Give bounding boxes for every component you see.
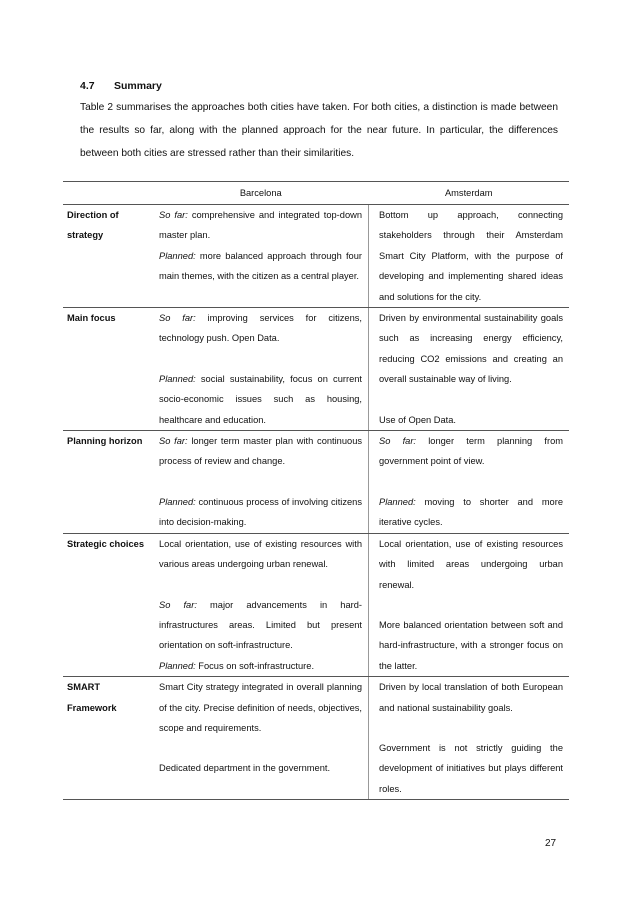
- so-far-tag: So far:: [159, 599, 197, 610]
- spacer: [379, 595, 563, 615]
- cell-text: Driven by environmental sustainability goals such as increasing energy efficiency, reducing CO2 emissions and creating an overall sustainable way of living.: [379, 313, 563, 385]
- spacer: [159, 349, 362, 369]
- row-label: SMART Framework: [63, 677, 153, 800]
- spacer: [159, 738, 362, 758]
- row-label: Direction of strategy: [63, 205, 153, 308]
- row-label: Main focus: [63, 308, 153, 431]
- cell-text: longer term master plan with continuous process of review and change.: [159, 436, 363, 467]
- cell-text: Driven by local translation of both European and national sustainability goals.: [379, 682, 563, 713]
- cell-text: Focus on soft-infrastructure.: [198, 660, 315, 671]
- cell-text: more balanced approach through four main themes, with the citizen as a central player.: [159, 250, 362, 282]
- so-far-tag: So far:: [379, 436, 417, 447]
- so-far-tag: So far:: [159, 210, 188, 220]
- cell-text: Bottom up approach, connecting stakeholders through their Amsterdam Smart City Platform, with the purpose of developing and implementing shared ideas and solutions for the city.: [379, 210, 563, 302]
- comparison-table: [63, 181, 569, 800]
- spacer: [379, 390, 563, 410]
- spacer: [159, 575, 362, 595]
- header-empty: [63, 182, 153, 205]
- barcelona-cell: [153, 533, 369, 676]
- table-row: [63, 205, 569, 308]
- cell-text: Smart City strategy integrated in overall planning of the city. Precise definition of needs, objectives, scope and requirements.: [159, 682, 362, 733]
- amsterdam-cell: [369, 431, 570, 534]
- page-number: 27: [545, 838, 557, 849]
- spacer: [379, 718, 563, 738]
- barcelona-cell: [153, 308, 369, 431]
- section-number: 4.7: [80, 80, 95, 92]
- table-row: [63, 308, 569, 431]
- cell-text: social sustainability, focus on current socio-economic issues such as housing, healthcare and education.: [159, 373, 362, 425]
- row-label: Planning horizon: [63, 431, 153, 534]
- intro-paragraph: Table 2 summarises the approaches both cities have taken. For both cities, a distinction is made between the results so far, along with the planned approach for the near future. In particular, the differences between both cities are stressed rather than their similarities.: [80, 102, 558, 159]
- spacer: [159, 472, 362, 492]
- cell-text: major advancements in hard-infrastructures areas. Limited but present orientation on soft-infrastructure.: [159, 599, 362, 651]
- cell-text: moving to shorter and more iterative cycles.: [379, 496, 563, 528]
- header-barcelona: Barcelona: [153, 182, 369, 205]
- cell-text: Government is not strictly guiding the development of initiatives but plays different roles.: [379, 742, 563, 794]
- cell-text: Local orientation, use of existing resources with limited areas undergoing urban renewal.: [379, 538, 563, 590]
- cell-text: longer term planning from government point of view.: [379, 436, 563, 467]
- so-far-tag: So far:: [159, 436, 188, 447]
- planned-tag: Planned:: [159, 496, 196, 507]
- planned-tag: Planned:: [159, 250, 196, 261]
- cell-text: Use of Open Data.: [379, 414, 456, 425]
- table-row: [63, 431, 569, 534]
- amsterdam-cell: [369, 205, 570, 308]
- barcelona-cell: [153, 431, 369, 534]
- cell-text: Local orientation, use of existing resources with various areas undergoing urban renewal.: [159, 538, 362, 570]
- planned-tag: Planned:: [159, 373, 196, 384]
- amsterdam-cell: [369, 308, 570, 431]
- barcelona-cell: [153, 205, 369, 308]
- cell-text: continuous process of involving citizens into decision-making.: [159, 496, 362, 528]
- cell-text: More balanced orientation between soft and hard-infrastructure, with a stronger focus on the latter.: [379, 619, 563, 671]
- cell-text: Dedicated department in the government.: [159, 763, 331, 774]
- planned-tag: Planned:: [379, 496, 416, 507]
- spacer: [379, 472, 563, 492]
- so-far-tag: So far:: [159, 313, 196, 324]
- row-label: Strategic choices: [63, 533, 153, 676]
- amsterdam-cell: [369, 533, 570, 676]
- table-row: [63, 533, 569, 676]
- amsterdam-cell: [369, 677, 570, 800]
- cell-text: improving services for citizens, technology push. Open Data.: [159, 313, 362, 344]
- table-header-row: [63, 182, 569, 205]
- table-row: [63, 677, 569, 800]
- cell-text: comprehensive and integrated top-down master plan.: [159, 210, 362, 241]
- planned-tag: Planned:: [159, 660, 196, 671]
- header-amsterdam: Amsterdam: [369, 182, 570, 205]
- barcelona-cell: [153, 677, 369, 800]
- section-title: Summary: [114, 80, 162, 92]
- section-heading: [80, 80, 162, 92]
